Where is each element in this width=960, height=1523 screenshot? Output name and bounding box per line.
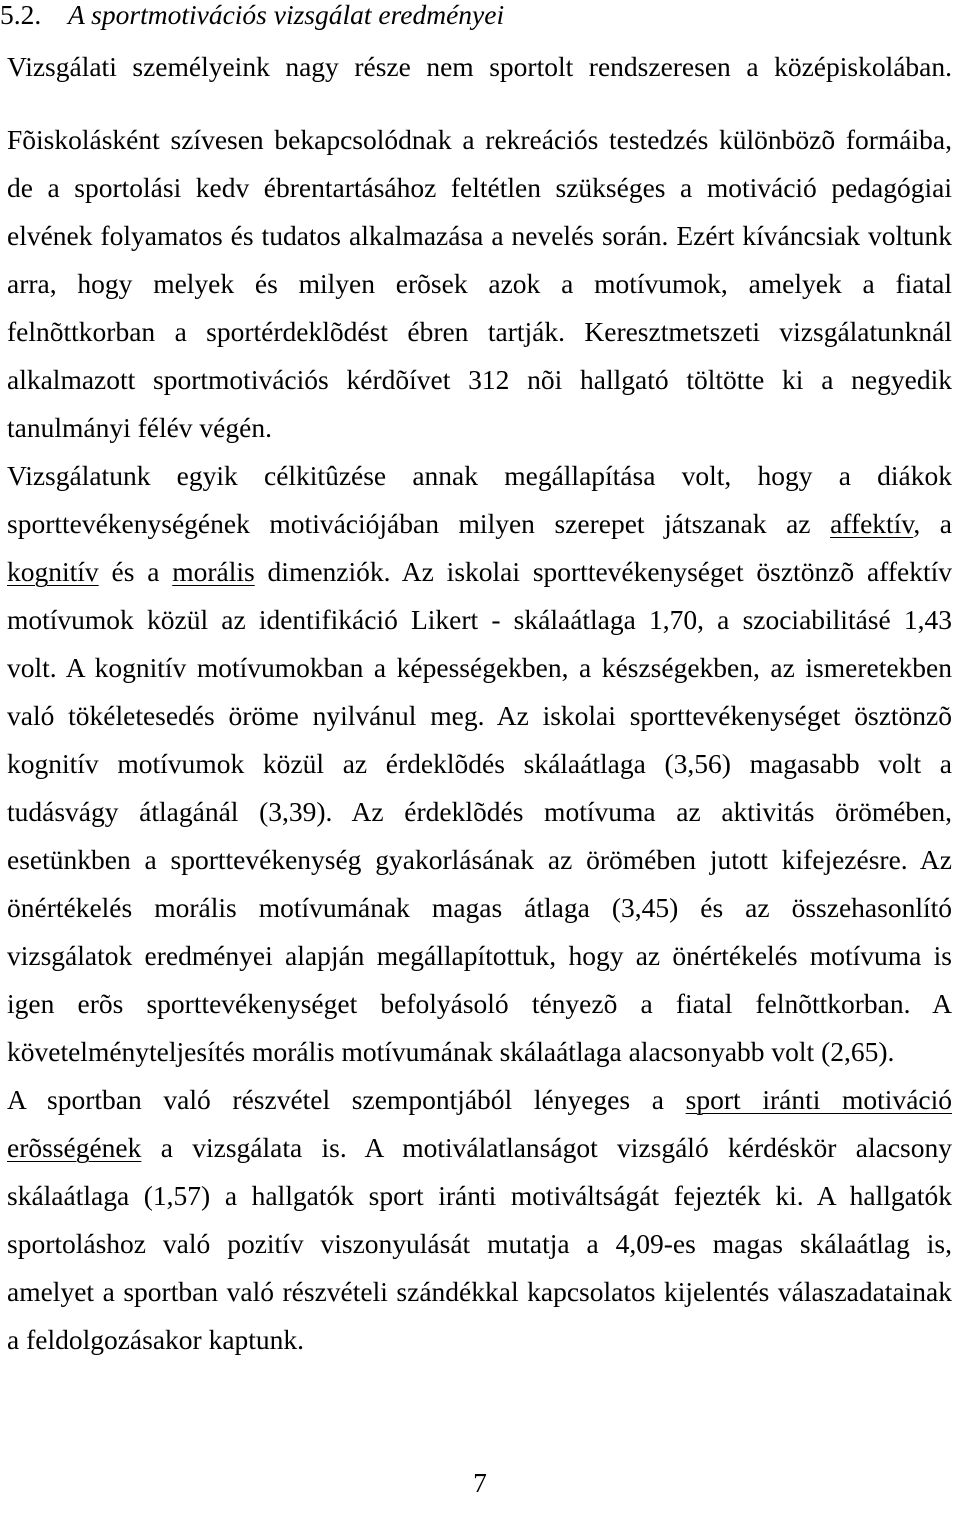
text-line: [7, 260, 952, 308]
text-line: [7, 644, 952, 692]
page-number: 7: [473, 1467, 487, 1498]
text-segment: való tökéletesedés öröme nyilvánul meg. Az iskolai sporttevékenységet ösztönzõ: [7, 700, 952, 731]
underlined-term: kognitív: [7, 556, 99, 587]
text-segment: amelyet a sportban való részvételi szándékkal kapcsolatos kijelentés válaszadatainak: [7, 1276, 952, 1307]
text-line: [7, 548, 952, 596]
section-heading: [0, 0, 504, 30]
text-line: [7, 1028, 952, 1076]
text-line: [7, 43, 952, 91]
text-segment: igen erõs sporttevékenységet befolyásoló tényezõ a fiatal felnõttkorban. A: [7, 988, 952, 1019]
text-segment: arra, hogy melyek és milyen erõsek azok a motívumok, amelyek a fiatal: [7, 268, 952, 299]
paragraph: [7, 452, 952, 1076]
underlined-term: affektív: [830, 508, 914, 539]
text-segment: sporttevékenységének motivációjában milyen szerepet játszanak az: [7, 508, 831, 539]
text-line: [7, 308, 952, 356]
text-line: [7, 500, 952, 548]
text-segment: a feldolgozásakor kaptunk.: [7, 1324, 305, 1355]
text-line: [7, 788, 952, 836]
text-segment: A sportban való részvétel szempontjából lényeges a: [7, 1084, 686, 1115]
text-segment: és a: [98, 556, 173, 587]
text-segment: követelményteljesítés morális motívumának skálaátlaga alacsonyabb volt (2,65).: [7, 1036, 895, 1067]
text-line: [7, 164, 952, 212]
underlined-term: morális: [172, 556, 255, 587]
text-line: [7, 1220, 952, 1268]
text-line: [7, 1076, 952, 1124]
text-line: [7, 884, 952, 932]
text-segment: felnõttkorban a sportérdeklõdést ébren tartják. Keresztmetszeti vizsgálatunknál: [7, 316, 952, 347]
text-line: [7, 452, 952, 500]
text-line: [7, 1268, 952, 1316]
text-segment: de a sportolási kedv ébrentartásához feltétlen szükséges a motiváció pedagógiai: [7, 172, 952, 203]
text-segment: Vizsgálati személyeink nagy része nem sportolt rendszeresen a középiskolában.: [7, 51, 952, 82]
text-segment: kognitív motívumok közül az érdeklõdés skálaátlaga (3,56) magasabb volt a: [7, 748, 952, 779]
text-line: [7, 1316, 952, 1364]
paragraph: [7, 43, 952, 452]
text-segment: alkalmazott sportmotivációs kérdõívet 312 nõi hallgató töltötte ki a negyedik: [7, 364, 952, 395]
paragraph: [7, 1076, 952, 1364]
text-segment: , a: [913, 508, 952, 539]
body-text: [7, 43, 952, 1364]
text-line: [7, 740, 952, 788]
text-segment: motívumok közül az identifikáció Likert - skálaátlaga 1,70, a szociabilitásé 1,43: [7, 604, 952, 635]
text-segment: Vizsgálatunk egyik célkitûzése annak megállapítása volt, hogy a diákok: [7, 460, 952, 491]
text-segment: Fõiskolásként szívesen bekapcsolódnak a rekreációs testedzés különbözõ formáiba,: [7, 124, 952, 155]
text-segment: vizsgálatok eredményei alapján megállapítottuk, hogy az önértékelés motívuma is: [7, 940, 952, 971]
text-line: [7, 212, 952, 260]
text-segment: esetünkben a sporttevékenység gyakorlásának az örömében jutott kifejezésre. Az: [7, 844, 952, 875]
text-line: [7, 692, 952, 740]
text-line: [7, 1172, 952, 1220]
text-segment: skálaátlaga (1,57) a hallgatók sport iránti motiváltságát fejezték ki. A hallgatók: [7, 1180, 952, 1211]
text-segment: tudásvágy átlagánál (3,39). Az érdeklõdés motívuma az aktivitás örömében,: [7, 796, 952, 827]
section-title: A sportmotivációs vizsgálat eredményei: [68, 0, 505, 30]
text-segment: tanulmányi félév végén.: [7, 412, 272, 443]
text-line: [7, 116, 952, 164]
text-line: [7, 836, 952, 884]
text-line: [7, 404, 952, 452]
underlined-term: sport iránti motiváció: [685, 1084, 952, 1115]
section-number: 5.2.: [0, 0, 42, 30]
text-segment: a vizsgálata is. A motiválatlanságot vizsgáló kérdéskör alacsony: [141, 1132, 952, 1163]
text-line: [7, 1124, 952, 1172]
text-segment: elvének folyamatos és tudatos alkalmazása a nevelés során. Ezért kíváncsiak voltunk: [7, 220, 952, 251]
text-segment: volt. A kognitív motívumokban a képességekben, a készségekben, az ismeretekben: [7, 652, 952, 683]
text-segment: sportoláshoz való pozitív viszonyulását mutatja a 4,09-es magas skálaátlag is,: [7, 1228, 952, 1259]
text-segment: önértékelés morális motívumának magas átlaga (3,45) és az összehasonlító: [7, 892, 952, 923]
text-line: [7, 932, 952, 980]
underlined-term: erõsségének: [7, 1132, 142, 1163]
text-segment: dimenziók. Az iskolai sporttevékenységet ösztönzõ affektív: [254, 556, 952, 587]
text-line: [7, 356, 952, 404]
text-line: [7, 980, 952, 1028]
text-line: [7, 596, 952, 644]
